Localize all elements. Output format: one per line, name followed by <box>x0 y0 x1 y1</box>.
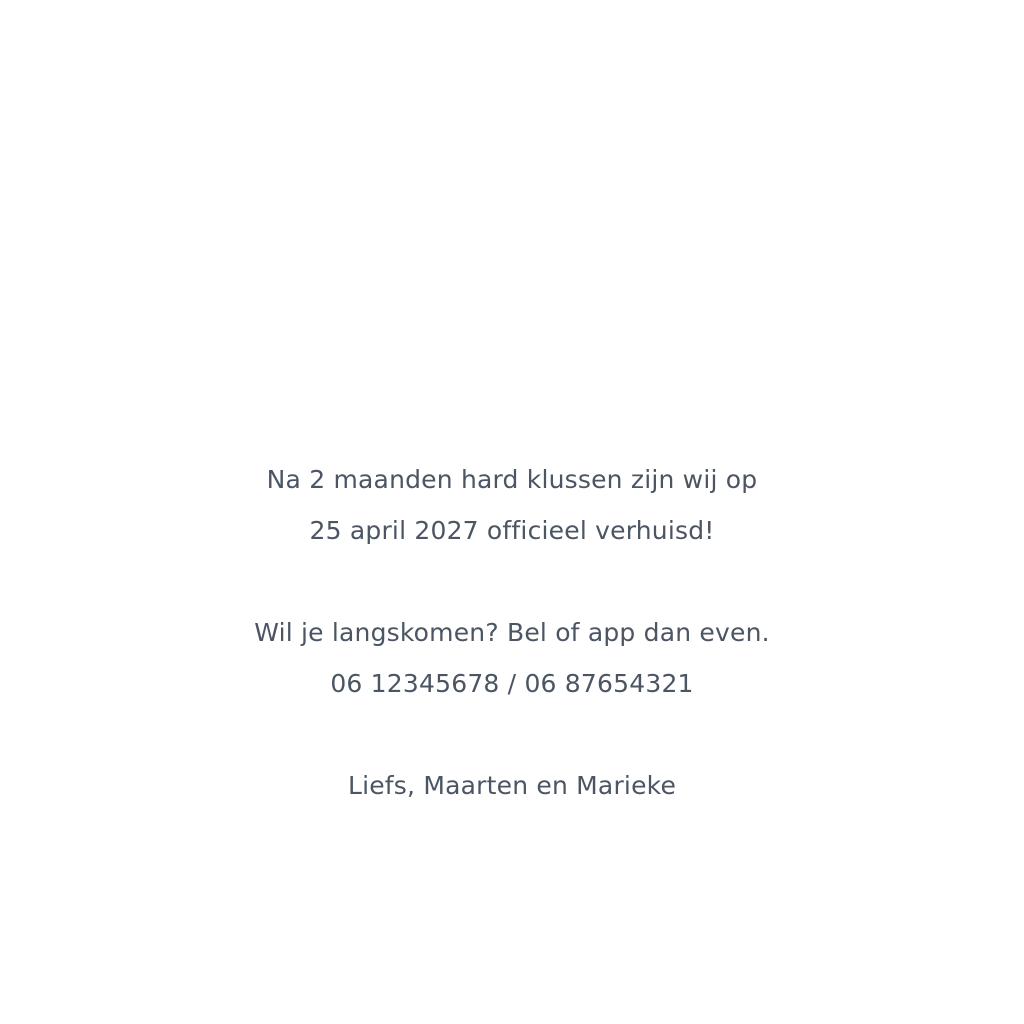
announcement-line-2: 25 april 2027 officieel verhuisd! <box>309 516 715 545</box>
phone-numbers: 06 12345678 / 06 87654321 <box>330 669 694 698</box>
invitation-line: Wil je langskomen? Bel of app dan even. <box>254 618 770 647</box>
spacer <box>0 709 1024 760</box>
signature: Liefs, Maarten en Marieke <box>347 771 677 800</box>
announcement-message <box>0 454 1024 811</box>
spacer <box>0 556 1024 607</box>
announcement-line-1: Na 2 maanden hard klussen zijn wij op <box>266 465 758 494</box>
